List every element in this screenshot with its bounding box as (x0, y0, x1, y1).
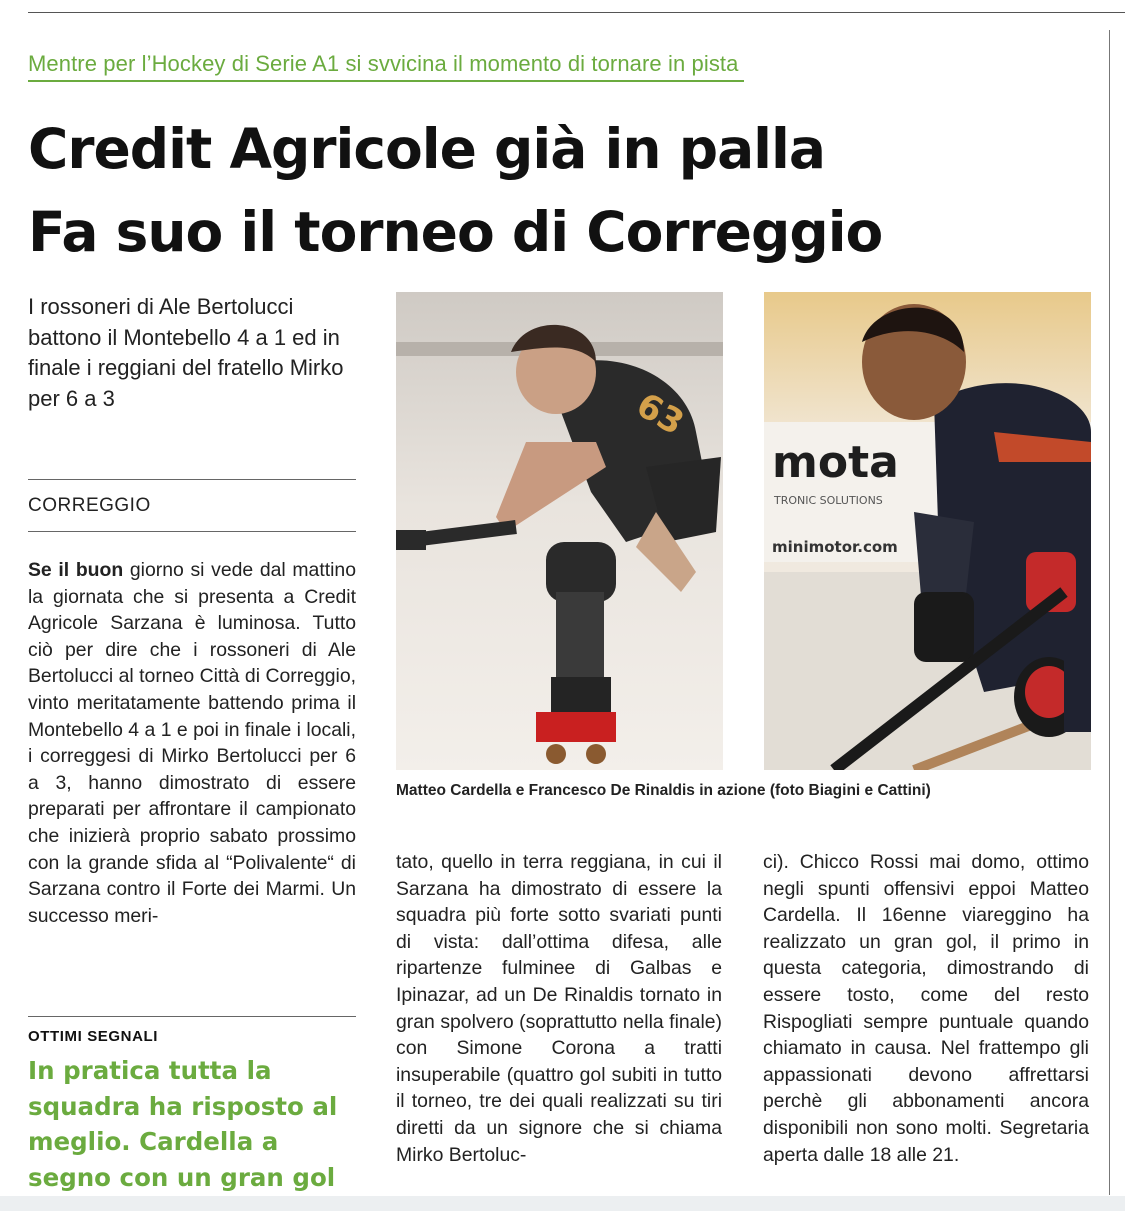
photo-left (396, 292, 723, 770)
pull-quote: In pratica tutta la squadra ha risposto al meglio. Cardella a segno con un gran gol (28, 1056, 338, 1192)
svg-text:TRONIC SOLUTIONS: TRONIC SOLUTIONS (774, 494, 883, 507)
hockey-player-photo-right (764, 292, 1091, 770)
column-1-text: giorno si vede dal mattino la giornata che si presenta a Credit Agricole Sarzana è luminosa. Tutto ciò per dire che i rossoneri di Ale Bertolucci al torneo Città di Correggio, vinto meritatamente battendo prima il Montebello 4 a 1 e poi in finale i locali, i correggesi di Mirko Bertolucci per 6 a 3, hanno dimostrato di essere preparati per affrontare il campionato che inizierà proprio sabato prossimo con la grande sfida al “Polivalente“ di Sarzana contro il Forte dei Marmi. Un successo meri- (28, 559, 356, 927)
column-2-text: tato, quello in terra reggiana, in cui il Sarzana ha dimostrato di essere la squadra più forte sotto svariati punti di vista: dall’ottima difesa, alle ripartenze fulminee di Galbas e Ipinazar, ad un De Rinaldis tornato in gran spolvero (soprattutto nella finale) con Simone Corona a tratti insuperabile (quattro gol subiti in tutto il torneo, tre dei quali realizzati su tiri diretti da un signore che si chiama Mirko Bertoluc- (396, 851, 722, 1166)
article-column-1 (28, 557, 356, 929)
hockey-player-photo-left (396, 292, 723, 770)
box-divider (28, 1016, 356, 1017)
summary: I rossoneri di Ale Bertolucci battono il Montebello 4 a 1 ed in finale i reggiani del fratello Mirko per 6 a 3 (28, 294, 344, 411)
headline-line-2: Fa suo il torneo di Correggio (28, 200, 883, 264)
box-label: OTTIMI SEGNALI (28, 1028, 159, 1045)
top-rule (28, 12, 1125, 13)
photo-right (764, 292, 1091, 770)
headline-line-1: Credit Agricole già in palla (28, 117, 825, 181)
svg-text:63: 63 (629, 385, 691, 444)
article-column-2 (396, 849, 722, 1168)
lead-in: Se il buon (28, 559, 124, 581)
photo-caption: Matteo Cardella e Francesco De Rinaldis in azione (foto Biagini e Cattini) (396, 782, 931, 799)
svg-text:minimotor.com: minimotor.com (772, 538, 898, 556)
dateline: CORREGGIO (28, 495, 151, 516)
page-bottom-band (0, 1196, 1125, 1211)
summary-divider (28, 479, 356, 480)
svg-text:mota: mota (772, 437, 899, 488)
dateline-divider (28, 531, 356, 532)
column-3-text: ci). Chicco Rossi mai domo, ottimo negli spunti offensivi eppoi Matteo Cardella. Il 16enne viareggino ha realizzato un gran gol, il primo in questa categoria, dimostrando di essere tosto, come del resto Rispogliati sempre puntuale quando chiamato in causa. Nel frattempo gli appassionati devono affrettarsi perchè gli abbonamenti ancora disponibili non sono molti. Segretaria aperta dalle 18 alle 21. (763, 851, 1089, 1166)
column-edge-rule (1109, 30, 1110, 1195)
article-column-3 (763, 849, 1089, 1168)
kicker: Mentre per l’Hockey di Serie A1 si svvicina il momento di tornare in pista (28, 50, 744, 82)
headline (28, 108, 1108, 274)
